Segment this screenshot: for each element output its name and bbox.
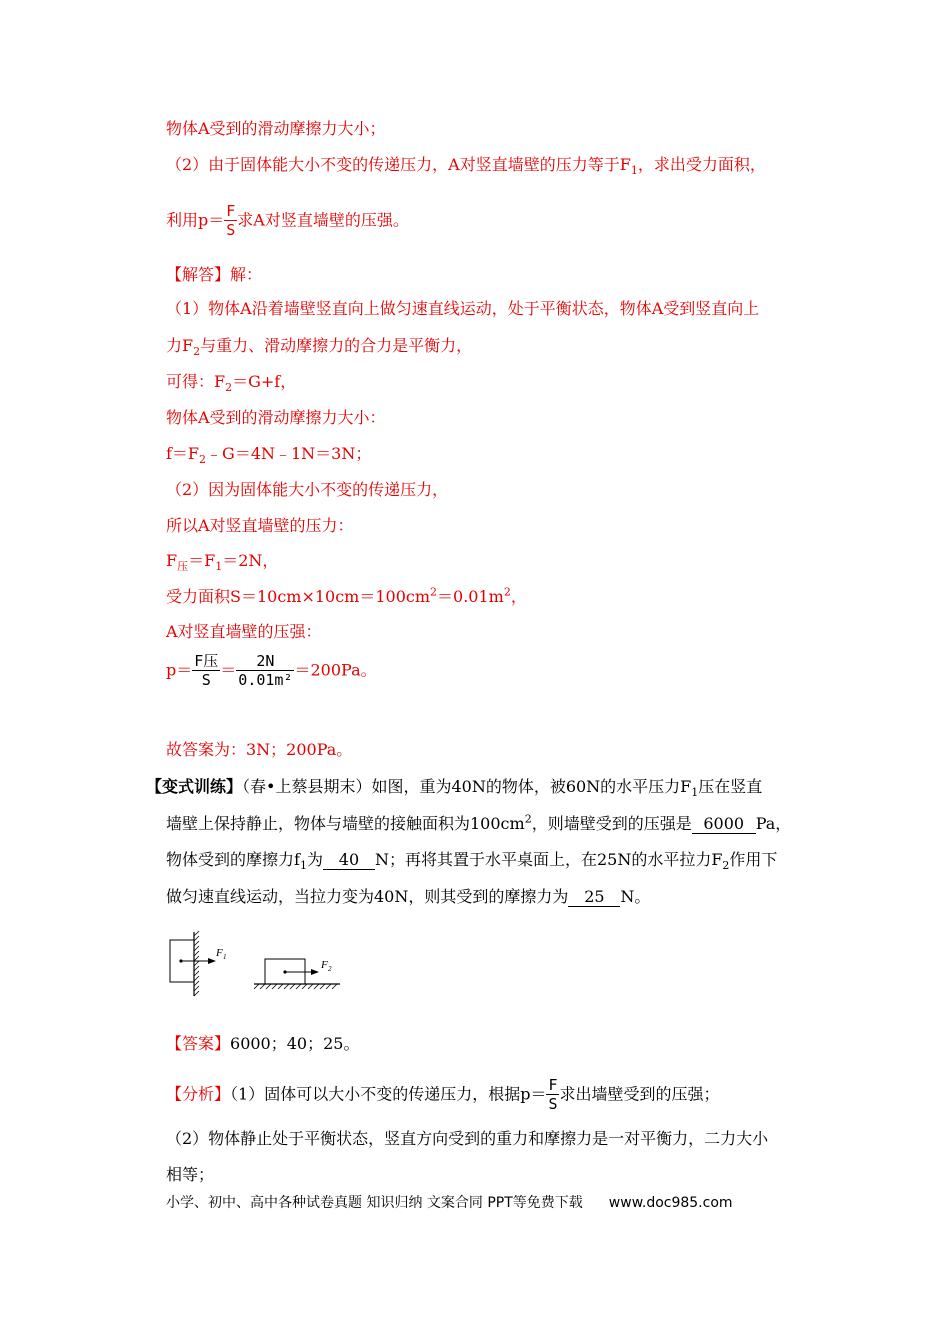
solution-line-4: 物体A受到的滑动摩擦力大小： [166, 408, 386, 427]
analysis-line-3: 利用p＝ $\frac{F}{S}$ 求A对竖直墙壁的压强。 [166, 202, 409, 239]
fraction-fpress-over-s: $\frac{\text{F压}}{S}$ [194, 652, 219, 689]
analysis-line-1: 物体A受到的滑动摩擦力大小； [166, 119, 386, 138]
blank-friction2-answer: 25 [568, 888, 620, 907]
label-f1-sub: 1 [223, 953, 227, 961]
label-f2-sub: 2 [328, 965, 332, 973]
solution-line-8: $F_压=F_1=2N$， [166, 551, 279, 574]
analysis2-line-2: （2）物体静止处于平衡状态，竖直方向受到的重力和摩擦力是一对平衡力，二力大小 [166, 1129, 769, 1148]
solution-line-6: （2）因为固体能大小不变的传递压力， [166, 480, 449, 499]
solution-line-10: A对竖直墙壁的压强： [166, 622, 322, 641]
solution-heading: 【解答】解： [166, 265, 263, 284]
wall-block-figure [170, 931, 227, 996]
exercise-line-2: 墙壁上保持静止，物体与墙壁的接触面积为$100cm^2$，则墙壁受到的压强是 6000 Pa， [166, 812, 792, 833]
exercise-line-1: 【变式训练】（春•上蔡县期末）如图，重为40N的物体，被60N的水平压力$F_1$压在竖直 [146, 777, 763, 800]
fraction-f-over-s: $\frac{F}{S}$ [226, 202, 236, 239]
fraction-f-over-s-2: $\frac{F}{S}$ [548, 1076, 558, 1113]
table-block-figure [254, 959, 340, 989]
label-f1: F [216, 947, 223, 959]
solution-line-1: （1）物体A沿着墙壁竖直向上做匀速直线运动，处于平衡状态，物体A受到竖直向上 [166, 299, 760, 318]
fraction-2n-over-area: $\frac{2N}{\text{0.01m²}}$ [238, 652, 293, 689]
solution-final-answer: 故答案为：3N；200Pa。 [166, 740, 353, 759]
label-f2: F [321, 959, 328, 971]
exercise-line-3: 物体受到的摩擦力$f_1$为 40 N；再将其置于水平桌面上，在25N的水平拉力$F_2$作用下 [166, 850, 778, 873]
analysis2-line-1: 【分析】（1）固体可以大小不变的传递压力，根据p＝ $\frac{F}{S}$ 求出墙壁受到的压强； [166, 1076, 720, 1113]
solution-line-7: 所以A对竖直墙壁的压力： [166, 516, 354, 535]
solution-line-3: 可得：$F_2=G+f$， [166, 372, 297, 395]
blank-pressure-answer: 6000 [692, 815, 756, 834]
blank-friction-answer: 40 [323, 851, 375, 870]
exercise-line-4: 做匀速直线运动，当拉力变为40N，则其受到的摩擦力为 25 N。 [166, 887, 651, 906]
solution-line-5: $f=F_2﹣G=4N﹣1N=3N$； [166, 444, 372, 467]
page-footer: 小学、初中、高中各种试卷真题 知识归纳 文案合同 PPT等免费下载 www.doc985.com [166, 1195, 733, 1211]
answer-line: 【答案】6000；40；25。 [166, 1034, 360, 1053]
force-diagram [160, 928, 360, 1000]
analysis-line-2: （2）由于固体能大小不变的传递压力，A对竖直墙壁的压力等于$F_1$，求出受力面积， [166, 155, 766, 178]
solution-line-9: 受力面积$S=10cm\times 10cm=100cm^2=0.01m^2$， [166, 585, 527, 606]
solution-pressure-formula: p＝ $\frac{\text{F压}}{S}$ ＝ $\frac{2N}{\text{0.01m²}}$ ＝200Pa。 [166, 652, 377, 689]
solution-line-2: 力$F_2$与重力、滑动摩擦力的合力是平衡力， [166, 336, 473, 359]
footer-site-link[interactable]: www.doc985.com [608, 1195, 733, 1211]
analysis2-line-3: 相等； [166, 1165, 215, 1184]
